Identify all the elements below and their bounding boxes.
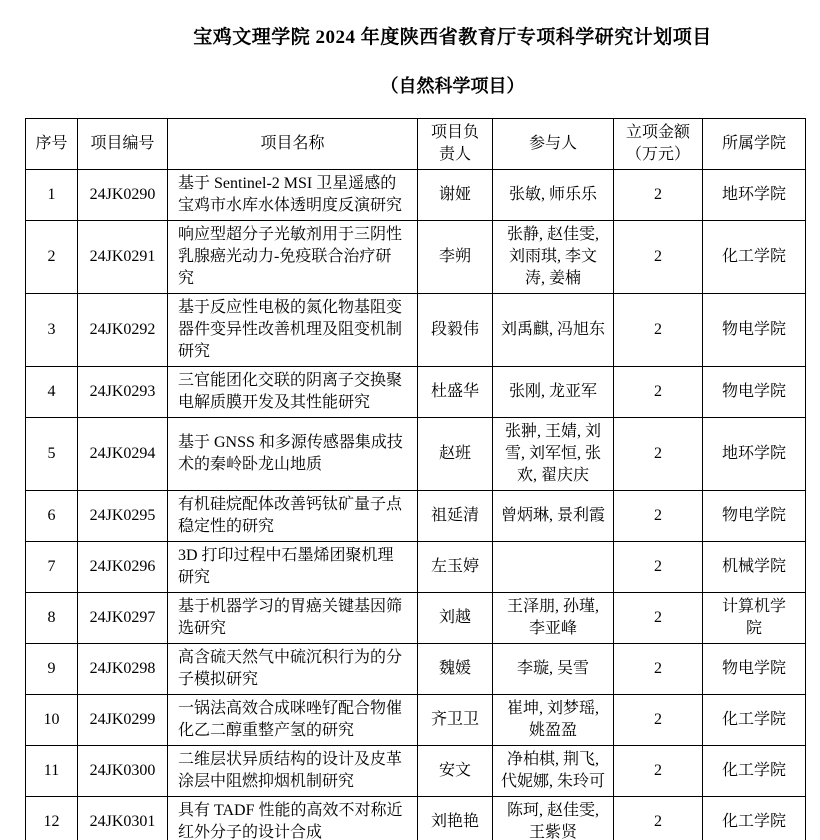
cell-project-name: 一锅法高效合成咪唑钌配合物催化乙二醇重整产氢的研究: [168, 695, 418, 746]
cell-project-code: 24JK0300: [78, 746, 168, 797]
cell-project-name: 三官能团化交联的阴离子交换聚电解质膜开发及其性能研究: [168, 367, 418, 418]
table-row: [26, 367, 806, 418]
table-row: [26, 294, 806, 367]
table-row: [26, 491, 806, 542]
cell-college: 物电学院: [703, 294, 806, 367]
cell-college: 物电学院: [703, 644, 806, 695]
cell-leader: 刘越: [418, 593, 493, 644]
cell-college: 化工学院: [703, 221, 806, 294]
cell-college: 地环学院: [703, 418, 806, 491]
cell-college: 化工学院: [703, 746, 806, 797]
table-row: [26, 746, 806, 797]
cell-project-code: 24JK0297: [78, 593, 168, 644]
cell-leader: 安文: [418, 746, 493, 797]
col-header-participants: 参与人: [493, 119, 614, 170]
cell-leader: 齐卫卫: [418, 695, 493, 746]
table-row: [26, 542, 806, 593]
cell-amount: 2: [614, 491, 703, 542]
cell-college: 物电学院: [703, 367, 806, 418]
cell-amount: 2: [614, 695, 703, 746]
cell-college: 机械学院: [703, 542, 806, 593]
table-body: [26, 170, 806, 840]
cell-index: 5: [26, 418, 78, 491]
cell-index: 12: [26, 797, 78, 840]
cell-project-name: 有机硅烷配体改善钙钛矿量子点稳定性的研究: [168, 491, 418, 542]
cell-project-code: 24JK0291: [78, 221, 168, 294]
col-header-project-name: 项目名称: [168, 119, 418, 170]
col-header-amount: 立项金额 （万元）: [614, 119, 703, 170]
cell-amount: 2: [614, 542, 703, 593]
cell-leader: 魏媛: [418, 644, 493, 695]
col-header-project-code: 项目编号: [78, 119, 168, 170]
cell-participants: 张敏, 师乐乐: [493, 170, 614, 221]
table-row: [26, 418, 806, 491]
cell-project-name: 高含硫天然气中硫沉积行为的分子模拟研究: [168, 644, 418, 695]
cell-index: 3: [26, 294, 78, 367]
cell-leader: 刘艳艳: [418, 797, 493, 840]
cell-amount: 2: [614, 644, 703, 695]
cell-leader: 祖延清: [418, 491, 493, 542]
cell-college: 计算机学院: [703, 593, 806, 644]
table-header: [26, 119, 806, 170]
cell-project-name: 响应型超分子光敏剂用于三阴性乳腺癌光动力-免疫联合治疗研究: [168, 221, 418, 294]
cell-project-name: 3D 打印过程中石墨烯团聚机理研究: [168, 542, 418, 593]
cell-project-name: 基于 Sentinel-2 MSI 卫星遥感的宝鸡市水库水体透明度反演研究: [168, 170, 418, 221]
cell-amount: 2: [614, 746, 703, 797]
cell-college: 化工学院: [703, 797, 806, 840]
table-row: [26, 593, 806, 644]
cell-participants: 陈珂, 赵佳雯, 王紫贤: [493, 797, 614, 840]
table-row: [26, 644, 806, 695]
cell-participants: 张刚, 龙亚军: [493, 367, 614, 418]
cell-index: 1: [26, 170, 78, 221]
cell-project-code: 24JK0292: [78, 294, 168, 367]
cell-index: 6: [26, 491, 78, 542]
cell-leader: 左玉婷: [418, 542, 493, 593]
table-row: [26, 695, 806, 746]
cell-participants: 崔坤, 刘梦瑶, 姚盈盈: [493, 695, 614, 746]
cell-project-name: 具有 TADF 性能的高效不对称近红外分子的设计合成: [168, 797, 418, 840]
cell-project-code: 24JK0296: [78, 542, 168, 593]
cell-project-name: 基于 GNSS 和多源传感器集成技术的秦岭卧龙山地质: [168, 418, 418, 491]
cell-amount: 2: [614, 367, 703, 418]
table-row: [26, 221, 806, 294]
projects-table: [25, 118, 806, 840]
cell-project-code: 24JK0294: [78, 418, 168, 491]
page-subtitle: （自然科学项目）: [380, 76, 525, 96]
cell-index: 9: [26, 644, 78, 695]
cell-leader: 段毅伟: [418, 294, 493, 367]
cell-index: 8: [26, 593, 78, 644]
cell-amount: 2: [614, 170, 703, 221]
cell-amount: 2: [614, 593, 703, 644]
col-header-index: 序号: [26, 119, 78, 170]
table-header-row: [26, 119, 806, 170]
cell-participants: 刘禹麒, 冯旭东: [493, 294, 614, 367]
cell-leader: 赵班: [418, 418, 493, 491]
cell-amount: 2: [614, 418, 703, 491]
cell-project-name: 基于反应性电极的氮化物基阻变器件变异性改善机理及阻变机制研究: [168, 294, 418, 367]
cell-project-code: 24JK0301: [78, 797, 168, 840]
cell-amount: 2: [614, 797, 703, 840]
page-title: 宝鸡文理学院 2024 年度陕西省教育厅专项科学研究计划项目: [193, 27, 712, 48]
cell-participants: 净柏棋, 荆飞, 代妮娜, 朱玲可: [493, 746, 614, 797]
table-row: [26, 797, 806, 840]
cell-index: 2: [26, 221, 78, 294]
cell-leader: 李朔: [418, 221, 493, 294]
cell-index: 4: [26, 367, 78, 418]
cell-project-code: 24JK0293: [78, 367, 168, 418]
document-header: [0, 0, 820, 97]
cell-project-name: 基于机器学习的胃癌关键基因筛选研究: [168, 593, 418, 644]
cell-participants: [493, 542, 614, 593]
cell-project-code: 24JK0290: [78, 170, 168, 221]
cell-college: 化工学院: [703, 695, 806, 746]
cell-project-code: 24JK0298: [78, 644, 168, 695]
cell-leader: 杜盛华: [418, 367, 493, 418]
col-header-college: 所属学院: [703, 119, 806, 170]
cell-project-code: 24JK0295: [78, 491, 168, 542]
table-row: [26, 170, 806, 221]
cell-index: 10: [26, 695, 78, 746]
cell-college: 地环学院: [703, 170, 806, 221]
cell-index: 11: [26, 746, 78, 797]
cell-participants: 王泽朋, 孙瑾, 李亚峰: [493, 593, 614, 644]
cell-leader: 谢娅: [418, 170, 493, 221]
cell-participants: 曾炳琳, 景利霞: [493, 491, 614, 542]
cell-college: 物电学院: [703, 491, 806, 542]
cell-participants: 张静, 赵佳雯, 刘雨琪, 李文涛, 姜楠: [493, 221, 614, 294]
cell-participants: 李璇, 吴雪: [493, 644, 614, 695]
cell-index: 7: [26, 542, 78, 593]
cell-project-code: 24JK0299: [78, 695, 168, 746]
cell-project-name: 二维层状异质结构的设计及皮革涂层中阻燃抑烟机制研究: [168, 746, 418, 797]
cell-amount: 2: [614, 221, 703, 294]
cell-amount: 2: [614, 294, 703, 367]
col-header-leader: 项目负 责人: [418, 119, 493, 170]
cell-participants: 张翀, 王婧, 刘雪, 刘军恒, 张欢, 翟庆庆: [493, 418, 614, 491]
